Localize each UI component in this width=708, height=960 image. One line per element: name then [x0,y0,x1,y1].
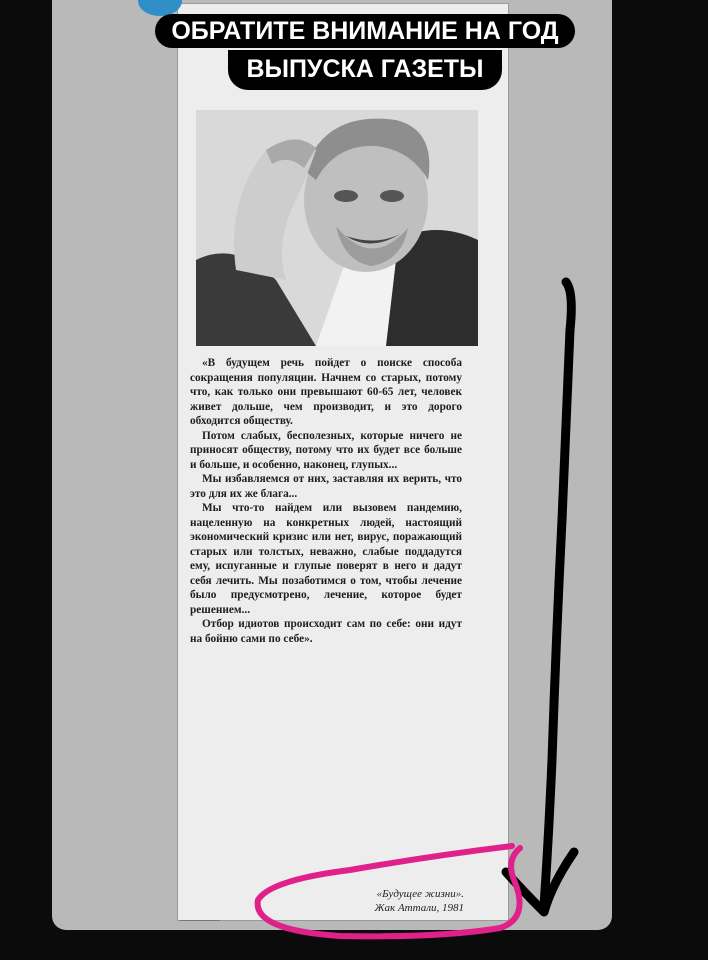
article-paragraph: Мы избавляемся от них, заставляя их верить, что это для их же блага... [190,473,462,500]
divider [180,920,220,921]
article-paragraph: Потом слабых, бесполезных, которые ничего не приносят обществу, потому что их будет все больше и больше, и особенно, наконец, глупых... [190,429,462,471]
article-source [298,887,464,915]
source-author: Жак Аттали, 1981 [374,902,464,914]
source-title: «Будущее жизни». [376,888,464,900]
caption-line-2: ВЫПУСКА ГАЗЕТЫ [228,50,501,90]
newspaper-clipping [178,4,508,920]
story-caption [118,14,612,92]
article-text [190,356,462,646]
article-paragraph: «В будущем речь пойдет о поиске способа сокращения популяции. Начнем со старых, потому что, как только они превышают 60-65 лет, человек живет дольше, чем производит, и это дорого обходится обществу. [190,357,462,427]
story-frame [52,0,612,930]
caption-line-1: ОБРАТИТЕ ВНИМАНИЕ НА ГОД [155,14,574,48]
article-paragraph: Мы что-то найдем или вызовем пандемию, нацеленную на конкретных людей, настоящий экономический кризис или нет, вирус, поражающий старых или толстых, неважно, слабые поддадутся ему, испуганные и глупые поверят в него и дадут себя лечить. Мы позаботимся о том, чтобы лечение было предусмотрено, лечение, которое будет решением... [190,502,462,616]
clipping-header-strip [186,4,500,14]
author-photo [196,110,478,346]
article-paragraph: Отбор идиотов происходит сам по себе: они идут на бойню сами по себе». [190,618,462,645]
portrait-illustration-icon [196,110,478,346]
